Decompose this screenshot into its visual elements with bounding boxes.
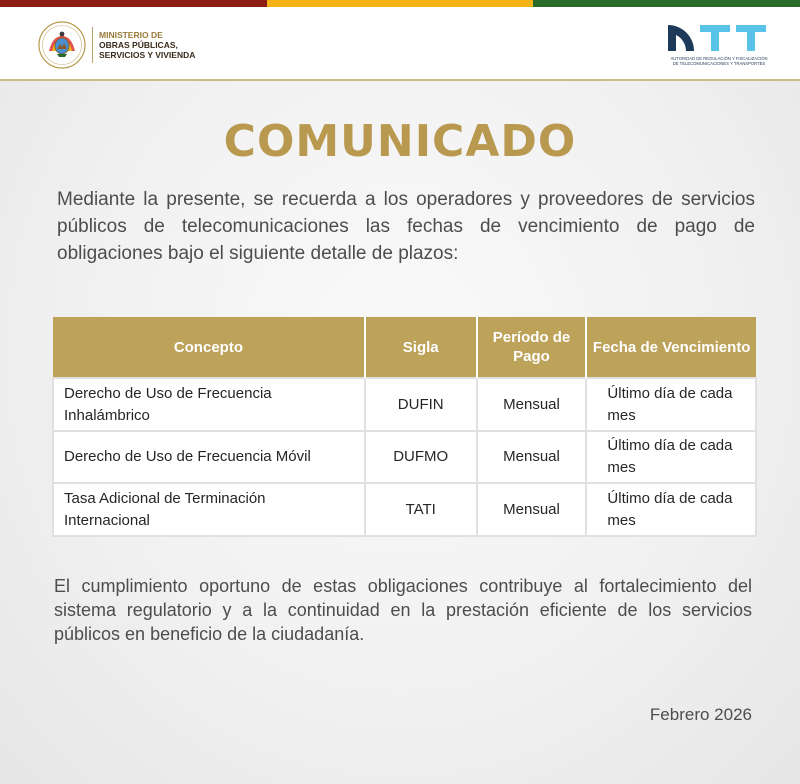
table-row [53, 483, 756, 536]
ministry-line-1: MINISTERIO DE [99, 30, 163, 40]
deadlines-table [52, 317, 757, 537]
cell-concepto: Derecho de Uso de Frecuencia Móvil [53, 431, 365, 483]
att-logo [666, 21, 772, 66]
table-row [53, 378, 756, 431]
att-subtitle-line-2: DE TELECOMUNICACIONES Y TRANSPORTES [672, 61, 766, 66]
cell-fecha: Último día de cada mes [586, 431, 756, 483]
flag-stripe-green [533, 0, 800, 7]
cell-sigla: TATI [365, 483, 477, 536]
ministry-line-2: OBRAS PÚBLICAS, [99, 40, 178, 50]
flag-stripe-red [0, 0, 267, 7]
cell-sigla: DUFIN [365, 378, 477, 431]
intro-paragraph: Mediante la presente, se recuerda a los operadores y proveedores de servicios públicos de telecomunicaciones las fechas de vencimiento de pago de obligaciones bajo el siguiente detalle de plazos: [57, 189, 755, 264]
cell-concepto: Derecho de Uso de Frecuencia Inhalámbrico [53, 378, 365, 431]
column-header-fecha: Fecha de Vencimiento [586, 317, 756, 378]
table-header-row [53, 317, 756, 378]
table-row [53, 431, 756, 483]
header [0, 7, 800, 81]
page-title: COMUNICADO [223, 116, 577, 167]
att-subtitle-line-1: AUTORIDAD DE REGULACIÓN Y FISCALIZACIÓN [670, 56, 768, 61]
ministry-logo [38, 21, 195, 69]
cell-periodo: Mensual [477, 431, 587, 483]
att-logo-mark-icon [666, 21, 772, 53]
column-header-sigla: Sigla [365, 317, 477, 378]
cell-concepto: Tasa Adicional de Terminación Internacional [53, 483, 365, 536]
att-subtitle [666, 56, 772, 66]
ministry-separator [92, 27, 93, 63]
column-header-concepto: Concepto [53, 317, 365, 378]
cell-periodo: Mensual [477, 483, 587, 536]
flag-stripe-yellow [267, 0, 533, 7]
publication-date: Febrero 2026 [649, 705, 752, 724]
cell-fecha: Último día de cada mes [586, 378, 756, 431]
bolivia-coat-of-arms-icon [38, 21, 86, 69]
cell-periodo: Mensual [477, 378, 587, 431]
cell-sigla: DUFMO [365, 431, 477, 483]
ministry-name [99, 30, 195, 60]
cell-fecha: Último día de cada mes [586, 483, 756, 536]
closing-paragraph: El cumplimiento oportuno de estas obligaciones contribuye al fortalecimiento del sistema regulatorio y a la continuidad en la prestación eficiente de los servicios públicos en beneficio de la ciudadanía. [54, 576, 752, 644]
ministry-line-3: SERVICIOS Y VIVIENDA [99, 50, 196, 60]
column-header-periodo: Período de Pago [477, 317, 587, 378]
